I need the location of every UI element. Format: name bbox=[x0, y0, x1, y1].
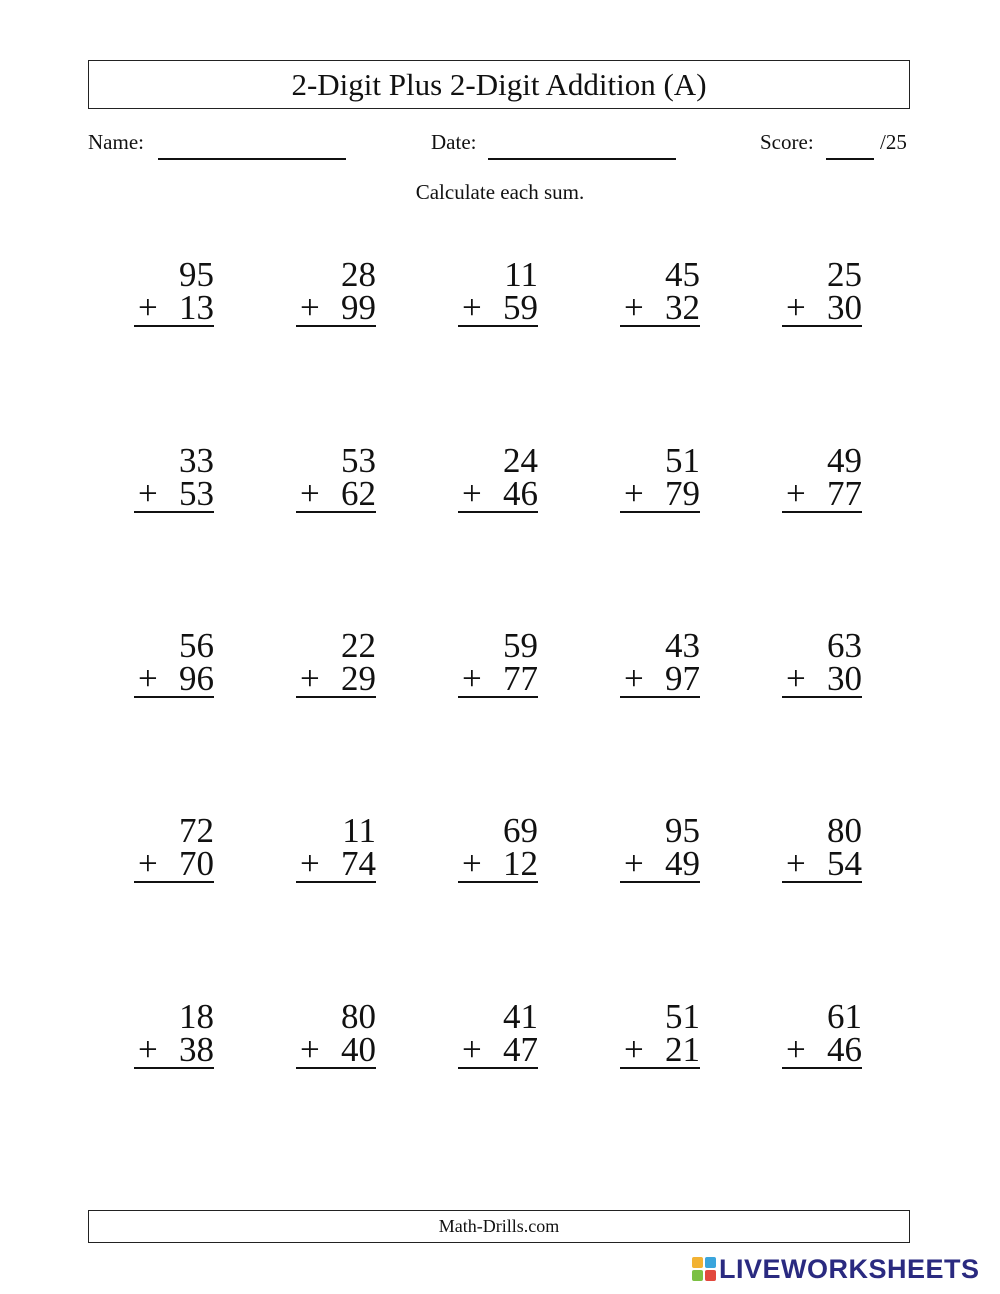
addend-bottom: 47 bbox=[503, 1030, 538, 1069]
addend-bottom: 70 bbox=[179, 844, 214, 883]
plus-sign: + bbox=[786, 844, 806, 883]
addend-top: 59 bbox=[503, 626, 538, 665]
addend-top: 33 bbox=[179, 441, 214, 480]
addend-bottom-row bbox=[782, 288, 862, 327]
addend-top: 11 bbox=[504, 255, 538, 294]
plus-sign: + bbox=[300, 659, 320, 698]
addition-problem bbox=[296, 811, 378, 898]
addend-bottom: 38 bbox=[179, 1030, 214, 1069]
addend-bottom: 62 bbox=[341, 474, 376, 513]
addition-problem bbox=[458, 997, 540, 1084]
plus-sign: + bbox=[138, 844, 158, 883]
addition-problem bbox=[296, 255, 378, 342]
addend-bottom-row bbox=[620, 288, 700, 327]
addend-top: 63 bbox=[827, 626, 862, 665]
instructions: Calculate each sum. bbox=[415, 180, 585, 204]
addition-problem bbox=[458, 811, 540, 898]
plus-sign: + bbox=[462, 474, 482, 513]
addend-bottom: 32 bbox=[665, 288, 700, 327]
plus-sign: + bbox=[300, 844, 320, 883]
addition-problem bbox=[458, 441, 540, 528]
addend-bottom-row bbox=[134, 288, 214, 327]
addend-bottom: 96 bbox=[179, 659, 214, 698]
addend-top: 28 bbox=[341, 255, 376, 294]
addition-problem bbox=[296, 441, 378, 528]
addend-top: 80 bbox=[341, 997, 376, 1036]
footer-credit: Math-Drills.com bbox=[88, 1210, 910, 1243]
addition-problem bbox=[458, 626, 540, 713]
brand-name: LIVEWORKSHEETS bbox=[719, 1253, 980, 1284]
plus-sign: + bbox=[786, 659, 806, 698]
date-field[interactable] bbox=[488, 158, 676, 160]
addend-top: 18 bbox=[179, 997, 214, 1036]
plus-sign: + bbox=[624, 1030, 644, 1069]
plus-sign: + bbox=[138, 474, 158, 513]
addition-problem bbox=[620, 626, 702, 713]
addend-bottom: 74 bbox=[341, 844, 376, 883]
addend-bottom-row bbox=[620, 1030, 700, 1069]
addend-bottom-row bbox=[458, 1030, 538, 1069]
addend-bottom: 54 bbox=[827, 844, 862, 883]
addend-bottom: 29 bbox=[341, 659, 376, 698]
plus-sign: + bbox=[624, 474, 644, 513]
addition-problem bbox=[134, 255, 216, 342]
plus-sign: + bbox=[138, 288, 158, 327]
addend-top: 43 bbox=[665, 626, 700, 665]
addend-bottom-row bbox=[458, 288, 538, 327]
addend-bottom: 21 bbox=[665, 1030, 700, 1069]
addend-bottom: 59 bbox=[503, 288, 538, 327]
addend-bottom-row bbox=[620, 659, 700, 698]
addend-bottom-row bbox=[134, 659, 214, 698]
addend-bottom: 40 bbox=[341, 1030, 376, 1069]
addend-bottom: 49 bbox=[665, 844, 700, 883]
addend-top: 22 bbox=[341, 626, 376, 665]
plus-sign: + bbox=[624, 288, 644, 327]
plus-sign: + bbox=[624, 844, 644, 883]
addend-bottom: 97 bbox=[665, 659, 700, 698]
addend-bottom: 46 bbox=[503, 474, 538, 513]
name-label: Name: bbox=[88, 130, 144, 154]
addend-bottom: 30 bbox=[827, 659, 862, 698]
addition-problem bbox=[296, 626, 378, 713]
addition-problem bbox=[782, 255, 864, 342]
addend-bottom-row bbox=[296, 288, 376, 327]
addend-top: 51 bbox=[665, 997, 700, 1036]
addend-top: 51 bbox=[665, 441, 700, 480]
addend-bottom: 30 bbox=[827, 288, 862, 327]
addition-problem bbox=[134, 997, 216, 1084]
addend-top: 69 bbox=[503, 811, 538, 850]
plus-sign: + bbox=[786, 1030, 806, 1069]
plus-sign: + bbox=[462, 288, 482, 327]
addition-problem bbox=[782, 811, 864, 898]
addend-bottom: 77 bbox=[503, 659, 538, 698]
addend-bottom-row bbox=[458, 844, 538, 883]
addend-bottom-row bbox=[782, 1030, 862, 1069]
addend-top: 49 bbox=[827, 441, 862, 480]
addend-bottom-row bbox=[782, 474, 862, 513]
addend-top: 95 bbox=[179, 255, 214, 294]
addition-problem bbox=[782, 441, 864, 528]
date-label: Date: bbox=[431, 130, 477, 154]
plus-sign: + bbox=[786, 474, 806, 513]
addend-bottom-row bbox=[620, 474, 700, 513]
addition-problem bbox=[620, 255, 702, 342]
addend-top: 25 bbox=[827, 255, 862, 294]
addend-bottom-row bbox=[458, 474, 538, 513]
score-field[interactable] bbox=[826, 158, 874, 160]
addend-bottom-row bbox=[620, 844, 700, 883]
liveworksheets-brand[interactable] bbox=[692, 1254, 980, 1284]
addend-bottom: 46 bbox=[827, 1030, 862, 1069]
addend-bottom: 53 bbox=[179, 474, 214, 513]
plus-sign: + bbox=[138, 1030, 158, 1069]
plus-sign: + bbox=[786, 288, 806, 327]
worksheet-title: 2-Digit Plus 2-Digit Addition (A) bbox=[88, 60, 910, 109]
addend-top: 80 bbox=[827, 811, 862, 850]
addend-bottom-row bbox=[458, 659, 538, 698]
addend-top: 53 bbox=[341, 441, 376, 480]
addition-problem bbox=[620, 811, 702, 898]
plus-sign: + bbox=[462, 844, 482, 883]
addition-problem bbox=[134, 441, 216, 528]
addend-bottom: 99 bbox=[341, 288, 376, 327]
addend-top: 41 bbox=[503, 997, 538, 1036]
addition-problem bbox=[134, 811, 216, 898]
addend-top: 61 bbox=[827, 997, 862, 1036]
plus-sign: + bbox=[300, 1030, 320, 1069]
addend-top: 72 bbox=[179, 811, 214, 850]
addend-bottom-row bbox=[782, 659, 862, 698]
addend-bottom-row bbox=[782, 844, 862, 883]
plus-sign: + bbox=[462, 1030, 482, 1069]
addend-bottom: 12 bbox=[503, 844, 538, 883]
addend-bottom-row bbox=[296, 474, 376, 513]
plus-sign: + bbox=[300, 288, 320, 327]
addition-problem bbox=[458, 255, 540, 342]
addition-problem bbox=[620, 997, 702, 1084]
addend-bottom-row bbox=[134, 1030, 214, 1069]
plus-sign: + bbox=[300, 474, 320, 513]
addition-problem bbox=[296, 997, 378, 1084]
score-total: /25 bbox=[880, 130, 907, 154]
addend-bottom: 79 bbox=[665, 474, 700, 513]
addend-top: 24 bbox=[503, 441, 538, 480]
addend-top: 56 bbox=[179, 626, 214, 665]
addend-bottom-row bbox=[296, 1030, 376, 1069]
liveworksheets-logo-icon bbox=[692, 1257, 716, 1281]
plus-sign: + bbox=[624, 659, 644, 698]
addend-bottom-row bbox=[296, 659, 376, 698]
score-label: Score: bbox=[760, 130, 814, 154]
addition-problem bbox=[782, 626, 864, 713]
addend-top: 95 bbox=[665, 811, 700, 850]
addend-bottom-row bbox=[134, 474, 214, 513]
name-field[interactable] bbox=[158, 158, 346, 160]
addend-bottom: 77 bbox=[827, 474, 862, 513]
addition-problem bbox=[134, 626, 216, 713]
addend-top: 11 bbox=[342, 811, 376, 850]
addend-bottom: 13 bbox=[179, 288, 214, 327]
addend-bottom-row bbox=[134, 844, 214, 883]
plus-sign: + bbox=[138, 659, 158, 698]
plus-sign: + bbox=[462, 659, 482, 698]
addition-problem bbox=[782, 997, 864, 1084]
addend-top: 45 bbox=[665, 255, 700, 294]
addend-bottom-row bbox=[296, 844, 376, 883]
addition-problem bbox=[620, 441, 702, 528]
